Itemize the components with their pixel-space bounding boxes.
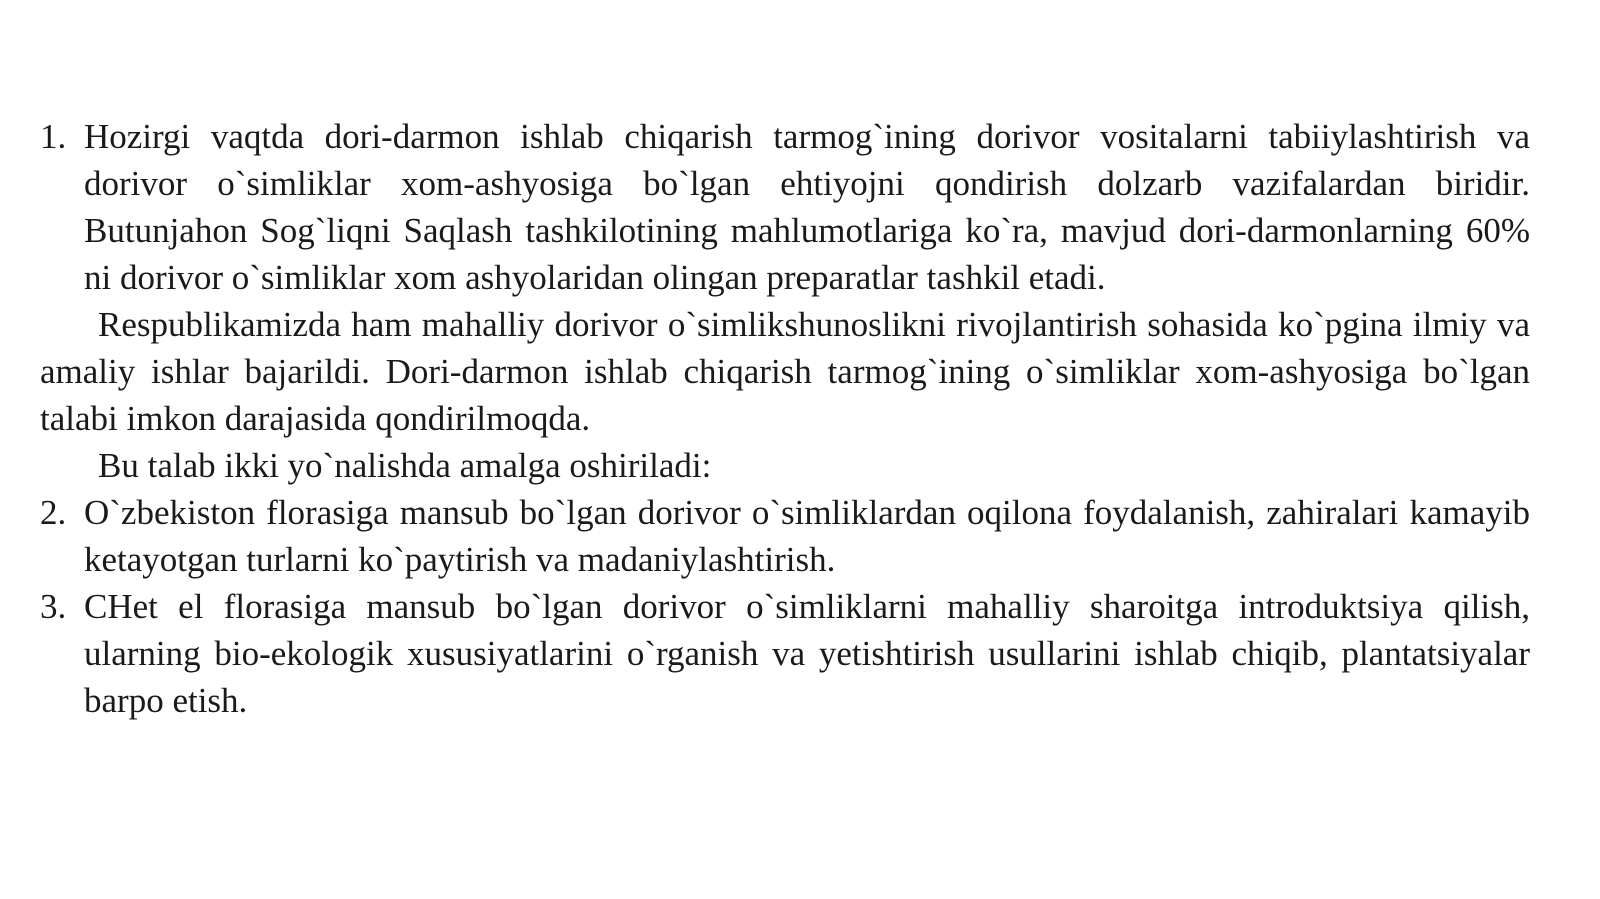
- list-item-text: CHet el florasiga mansub bo`lgan dorivor o`simliklarni mahalliy sharoitga introduktsiya qilish, ularning bio-ekologik xususiyatlarini o`rganish va yetishtirish usullarini ishlab chiqib, plantatsiyalar barpo etish.: [84, 587, 1530, 720]
- list-item-text: O`zbekiston florasiga mansub bo`lgan dorivor o`simliklardan oqilona foydalanish, zahiralari kamayib ketayotgan turlarni ko`paytirish va madaniylashtirish.: [84, 493, 1530, 579]
- list-item-text: Hozirgi vaqtda dori-darmon ishlab chiqarish tarmog`ining dorivor vositalarni tabiiylashtirish va dorivor o`simliklar xom-ashyosiga bo`lgan ehtiyojni qondirish dolzarb vazifalardan biridir. Butunjahon Sog`liqni Saqlash tashkilotining mahlumotlariga ko`ra, mavjud dori-darmonlarning 60% ni dorivor o`simliklar xom ashyolaridan olingan preparatlar tashkil etadi.: [84, 117, 1530, 297]
- list-number: 1.: [40, 117, 67, 156]
- paragraph: Bu talab ikki yo`nalishda amalga oshiriladi:: [98, 446, 712, 485]
- list-item: [40, 113, 1530, 301]
- slide-body: [40, 113, 1530, 724]
- list-number: 2.: [40, 493, 67, 532]
- list-number: 3.: [40, 587, 67, 626]
- list-item: [40, 583, 1530, 724]
- paragraph: Respublikamizda ham mahalliy dorivor o`simlikshunoslikni rivojlantirish sohasida ko`pgina ilmiy va amaliy ishlar bajarildi. Dori-darmon ishlab chiqarish tarmog`ining o`simliklar xom-ashyosiga bo`lgan talabi imkon darajasida qondirilmoqda.: [40, 305, 1530, 438]
- list-item: [40, 489, 1530, 583]
